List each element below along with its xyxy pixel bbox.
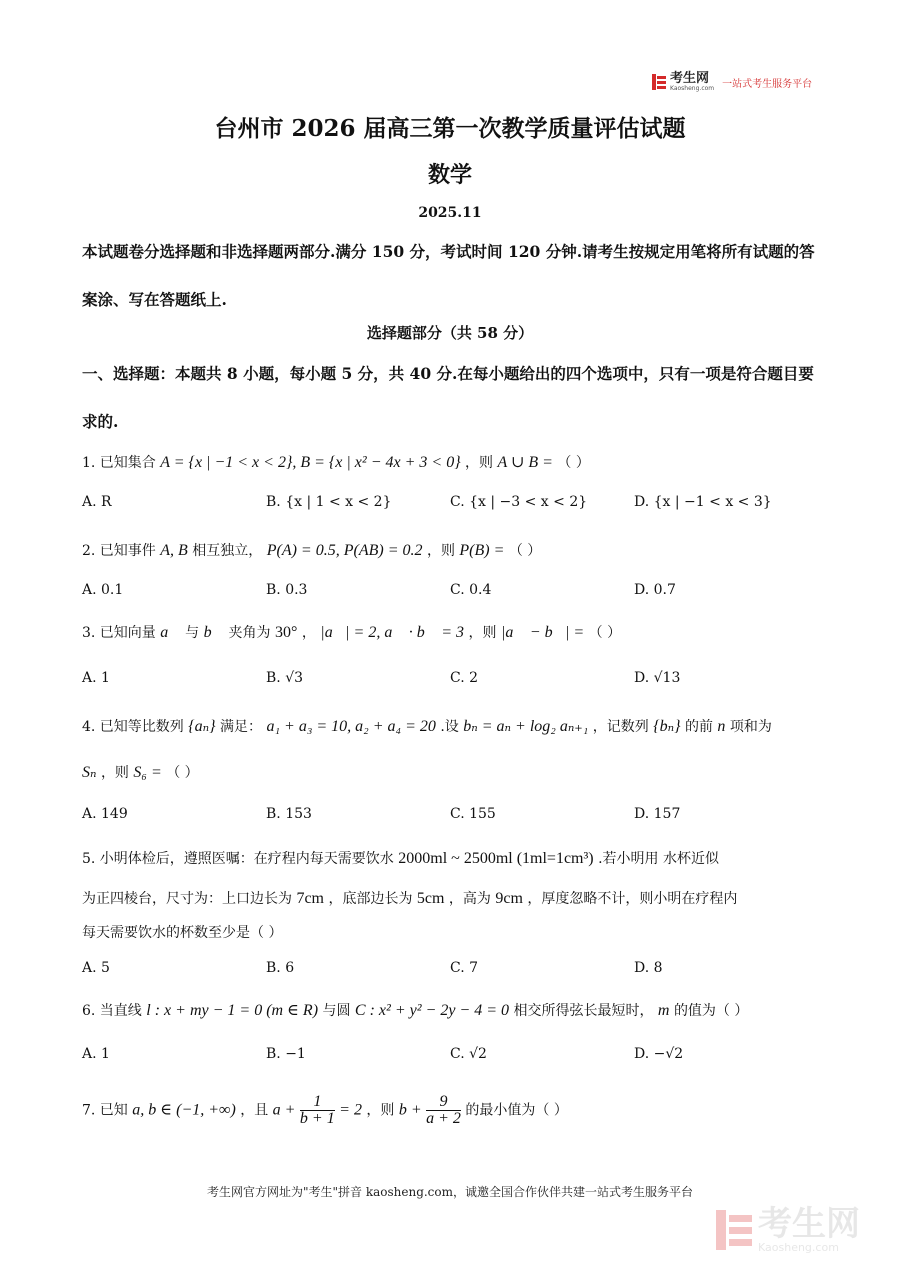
q2-math-probs: P(A) = 0.5, P(AB) = 0.2 xyxy=(266,542,423,559)
q7-frac1-numerator: 1 xyxy=(300,1094,335,1111)
q4-text-e: 的前 xyxy=(684,719,713,735)
q1-math-union: A ∪ B = xyxy=(497,454,553,471)
q7-frac2-denominator: a + 2 xyxy=(426,1110,461,1127)
q5-math-volume: 2000ml ~ 2500ml (1ml=1cm³) xyxy=(398,850,594,867)
question-3-stem xyxy=(82,622,822,642)
q3-text-d: ， xyxy=(301,625,316,641)
q6-text-c: 相交所得弦长最短时， xyxy=(513,1003,654,1019)
q5-text-b: .若小明用 水杯近似 xyxy=(598,851,719,867)
q6-text-b: 与圆 xyxy=(322,1003,351,1019)
q4-math-conditions: a₁ + a₃ = 10, a₂ + a₄ = 20 xyxy=(266,718,436,735)
q5-option-a: A. 5 xyxy=(82,960,110,976)
q3-option-b: B. √3 xyxy=(266,670,304,686)
q7-text-b: ，且 xyxy=(240,1102,269,1119)
q4-option-b: B. 153 xyxy=(266,806,312,822)
exam-instructions: 本试题卷分选择题和非选择题两部分.满分 150 分，考试时间 120 分钟.请考生按规定用笔将所有试题的答案涂、写在答题纸上. xyxy=(82,242,815,309)
q3-option-c: C. 2 xyxy=(450,670,479,686)
q3-text-c: 夹角为 xyxy=(228,625,271,641)
q4-text-c: .设 xyxy=(440,719,459,735)
section-title: 选择题部分（共 58 分） xyxy=(366,324,534,342)
q5-line2-a: 为正四棱台，尺寸为：上口边长为 xyxy=(82,891,292,907)
logo-brand-text: 考生网 xyxy=(670,71,710,86)
q4-math-seq-a: {aₙ} xyxy=(188,718,216,735)
q2-option-c: C. 0.4 xyxy=(450,582,492,598)
q3-option-d: D. √13 xyxy=(634,670,681,686)
question-4-line2 xyxy=(82,762,822,782)
q2-math-events: A, B xyxy=(160,542,188,559)
q7-math-a-plus: a + xyxy=(272,1101,296,1119)
q7-text-a: 7. 已知 xyxy=(82,1102,128,1119)
q6-text-a: 6. 当直线 xyxy=(82,1003,142,1019)
q4-option-d: D. 157 xyxy=(634,806,681,822)
q2-option-b: B. 0.3 xyxy=(266,582,308,598)
q7-math-domain: a, b ∈ (−1, +∞) xyxy=(132,1101,236,1119)
q5-math-top-edge: 7cm xyxy=(296,890,324,907)
q5-option-c: C. 7 xyxy=(450,960,479,976)
q1-text-b: ，则 xyxy=(465,455,494,471)
q3-text-a: 3. 已知向量 xyxy=(82,625,156,641)
q3-text-f: （ ） xyxy=(588,625,622,641)
q6-option-a: A. 1 xyxy=(82,1046,110,1062)
part-intro: 一、选择题：本题共 8 小题，每小题 5 分，共 40 分.在每小题给出的四个选项中，只有一项是符合题目要求的. xyxy=(82,364,814,431)
watermark-logo-icon xyxy=(716,1210,752,1250)
q6-option-d: D. −√2 xyxy=(634,1046,684,1062)
q7-text-d: 的最小值为（ ） xyxy=(465,1102,568,1119)
q5-line2-c: ，高为 xyxy=(448,891,491,907)
q4-line2-tail: （ ） xyxy=(166,765,199,781)
q4-text-a: 4. 已知等比数列 xyxy=(82,719,184,735)
q3-option-a: A. 1 xyxy=(82,670,110,686)
q5-line2-d: ，厚度忽略不计，则小明在疗程内 xyxy=(527,891,738,907)
q4-text-f: 项和为 xyxy=(729,719,772,735)
q4-line2-text: ，则 xyxy=(100,765,129,781)
q3-text-e: ，则 xyxy=(468,625,497,641)
q2-text-b: 相互独立， xyxy=(192,543,263,559)
q2-option-d: D. 0.7 xyxy=(634,582,676,598)
logo-slogan: 一站式考生服务平台 xyxy=(722,78,813,90)
q3-math-vec-b: b⃗ xyxy=(203,624,225,641)
q1-math-sets: A = {x | −1 < x < 2}, B = {x | x² − 4x + 3 < 0} xyxy=(160,454,461,471)
q1-option-a: A. R xyxy=(82,494,112,510)
q5-line2-b: ，底部边长为 xyxy=(328,891,413,907)
q3-text-b: 与 xyxy=(185,625,200,641)
watermark xyxy=(716,1206,860,1254)
q2-text-d: （ ） xyxy=(508,543,542,559)
q2-option-a: A. 0.1 xyxy=(82,582,124,598)
q7-fraction-2 xyxy=(426,1094,461,1127)
q6-option-c: C. √2 xyxy=(450,1046,487,1062)
q1-text-c: （ ） xyxy=(557,455,590,471)
q4-math-s6: S₆ = xyxy=(133,764,162,781)
q6-option-b: B. −1 xyxy=(266,1046,306,1062)
exam-date: 2025.11 xyxy=(418,205,482,221)
q6-math-line: l : x + my − 1 = 0 (m ∈ R) xyxy=(146,1002,319,1019)
q2-text-a: 2. 已知事件 xyxy=(82,543,156,559)
q2-text-c: ，则 xyxy=(426,543,455,559)
q3-math-angle: 30° xyxy=(274,624,298,641)
q1-text-a: 1. 已知集合 xyxy=(82,455,156,471)
q3-math-vec-a: a⃗ xyxy=(160,624,181,641)
q1-option-c: C. {x | −3 < x < 2} xyxy=(450,494,588,510)
q4-math-n: n xyxy=(717,718,726,735)
q6-text-d: 的值为（ ） xyxy=(673,1003,749,1019)
q4-option-c: C. 155 xyxy=(450,806,496,822)
q5-math-bottom-edge: 5cm xyxy=(416,890,445,907)
q7-text-c: ，则 xyxy=(366,1102,395,1119)
question-1-stem xyxy=(82,452,822,472)
kaosheng-logo-icon xyxy=(652,74,666,90)
q4-math-seq-b: {bₙ} xyxy=(653,718,681,735)
watermark-brand: 考生网 xyxy=(758,1204,860,1244)
q7-math-b-plus: b + xyxy=(398,1101,422,1119)
q5-option-b: B. 6 xyxy=(266,960,295,976)
question-5-stem xyxy=(82,848,822,868)
q5-option-d: D. 8 xyxy=(634,960,663,976)
subject-title: 数学 xyxy=(427,162,472,188)
q6-math-m: m xyxy=(657,1002,670,1019)
q2-math-pb: P(B) = xyxy=(459,542,505,559)
exam-title: 台州市 2026 届高三第一次教学质量评估试题 xyxy=(214,115,686,142)
question-5-line2 xyxy=(82,888,822,908)
q3-math-target: |a⃗ − b⃗| = xyxy=(500,624,585,641)
q4-text-b: 满足： xyxy=(220,719,262,735)
q4-text-d: ，记数列 xyxy=(592,719,649,735)
question-2-stem xyxy=(82,540,822,560)
q7-fraction-1 xyxy=(300,1094,335,1127)
q7-frac2-numerator: 9 xyxy=(426,1094,461,1111)
q4-math-sn: Sₙ xyxy=(82,764,97,781)
q4-math-bn: bₙ = aₙ + log₂ aₙ₊₁ xyxy=(463,718,589,735)
q1-option-d: D. {x | −1 < x < 3} xyxy=(634,494,772,510)
q7-math-equals-2: = 2 xyxy=(339,1101,362,1119)
header-logo xyxy=(652,72,812,92)
q5-text-a: 5. 小明体检后，遵照医嘱：在疗程内每天需要饮水 xyxy=(82,851,394,867)
watermark-domain: Kaosheng.com xyxy=(758,1241,839,1254)
question-7-stem xyxy=(82,1094,822,1127)
q7-frac1-denominator: b + 1 xyxy=(299,1110,335,1127)
q4-option-a: A. 149 xyxy=(82,806,128,822)
q5-math-height: 9cm xyxy=(495,890,523,907)
page-footer: 考生网官方网址为"考生"拼音 kaosheng.com，诚邀全国合作伙伴共建一站式考生服务平台 xyxy=(206,1185,694,1199)
q6-math-circle: C : x² + y² − 2y − 4 = 0 xyxy=(354,1002,510,1019)
q1-option-b: B. {x | 1 < x < 2} xyxy=(266,494,392,510)
question-6-stem xyxy=(82,1000,822,1020)
question-4-stem xyxy=(82,716,822,736)
q3-math-conditions: |a⃗| = 2, a⃗ · b⃗ = 3 xyxy=(320,624,465,641)
question-5-line3: 每天需要饮水的杯数至少是（ ） xyxy=(82,925,283,941)
logo-domain-text: Kaosheng.com xyxy=(670,85,715,92)
